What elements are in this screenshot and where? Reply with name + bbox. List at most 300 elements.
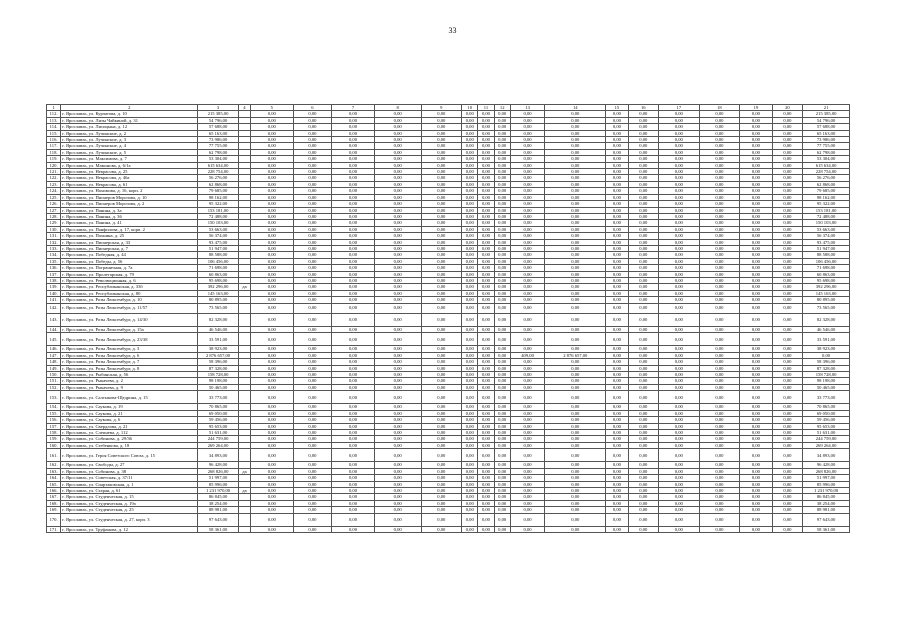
zero-cell: 0,00 [478, 481, 494, 487]
zero-cell: 0,00 [332, 468, 375, 474]
total-cost-cell: 269 264,00 [198, 442, 239, 448]
zero-cell: 0,00 [293, 410, 332, 416]
value-cell: 0,00 [510, 297, 545, 303]
column-number: 7 [332, 105, 375, 111]
zero-cell: 0,00 [462, 494, 478, 500]
zero-cell: 0,00 [659, 313, 700, 326]
zero-cell: 0,00 [251, 365, 294, 371]
zero-cell: 0,00 [374, 372, 421, 378]
zero-cell: 0,00 [374, 436, 421, 442]
zero-cell: 0,00 [374, 333, 421, 346]
zero-cell: 0,00 [478, 475, 494, 481]
address-cell: г. Ярославль, ул. Старая, д. 61 [61, 488, 198, 494]
total-cost-cell: 62 868,00 [198, 181, 239, 187]
zero-cell: 0,00 [699, 252, 740, 258]
zero-cell: 0,00 [462, 410, 478, 416]
address-cell: г. Ярославль, ул. Некрасова, д. 25 [61, 169, 198, 175]
result-cell: 244 759,00 [803, 436, 850, 442]
value-cell: 0,00 [510, 391, 545, 404]
zero-cell: 0,00 [251, 352, 294, 358]
address-cell: г. Ярославль, ул. Саукова, д. 21 [61, 410, 198, 416]
value-cell: 0,00 [510, 169, 545, 175]
zero-cell: 0,00 [374, 239, 421, 245]
zero-cell: 0,00 [659, 213, 700, 219]
zero-cell: 0,00 [421, 494, 462, 500]
zero-cell: 0,00 [332, 233, 375, 239]
result-cell: 38 923,00 [803, 346, 850, 352]
zero-cell: 0,00 [699, 404, 740, 410]
zero-cell: 0,00 [772, 252, 802, 258]
total-cost-cell: 215 385,00 [198, 111, 239, 117]
zero-cell: 0,00 [494, 352, 510, 358]
zero-cell: 0,00 [332, 258, 375, 264]
zero-cell: 0,00 [494, 207, 510, 213]
address-cell: г. Ярославль, ул. Лучинские, д. 2 [61, 130, 198, 136]
zero-cell: 0,00 [332, 220, 375, 226]
zero-cell: 0,00 [772, 442, 802, 448]
zero-cell: 0,00 [772, 213, 802, 219]
zero-cell: 0,00 [740, 258, 772, 264]
value-cell: 0,00 [510, 436, 545, 442]
zero-cell: 0,00 [699, 201, 740, 207]
zero-cell: 0,00 [494, 404, 510, 410]
zero-cell: 0,00 [659, 346, 700, 352]
address-cell: г. Ярославль, ул. Розы Люксембург, д. 3 [61, 346, 198, 352]
zero-cell: 0,00 [628, 303, 658, 313]
zero-cell: 0,00 [421, 365, 462, 371]
address-cell: г. Ярославль, ул. Рыбинская, д. 56 [61, 372, 198, 378]
address-cell: г. Ярославль, ул. Панина, д. 36 [61, 213, 198, 219]
zero-cell: 0,00 [628, 384, 658, 390]
column-number: 18 [699, 105, 740, 111]
zero-cell: 0,00 [494, 462, 510, 468]
result-cell: 57 688,00 [803, 124, 850, 130]
zero-cell: 0,00 [374, 220, 421, 226]
column-number: 8 [374, 105, 421, 111]
zero-cell: 0,00 [699, 462, 740, 468]
value-cell: 0,00 [545, 143, 606, 149]
zero-cell: 0,00 [293, 149, 332, 155]
value-cell: 0,00 [545, 410, 606, 416]
zero-cell: 0,00 [421, 326, 462, 332]
zero-cell: 0,00 [659, 226, 700, 232]
zero-cell: 0,00 [251, 169, 294, 175]
zero-cell: 0,00 [772, 245, 802, 251]
zero-cell: 0,00 [374, 481, 421, 487]
row-number: 133. [47, 245, 61, 251]
zero-cell: 0,00 [332, 326, 375, 332]
row-number: 144. [47, 326, 61, 332]
zero-cell: 0,00 [421, 117, 462, 123]
row-number: 145. [47, 333, 61, 346]
column-number: 10 [462, 105, 478, 111]
zero-cell: 0,00 [462, 404, 478, 410]
zero-cell: 0,00 [374, 352, 421, 358]
zero-cell: 0,00 [659, 372, 700, 378]
zero-cell: 0,00 [699, 277, 740, 283]
total-cost-cell: 95 322,00 [198, 201, 239, 207]
zero-cell: 0,00 [332, 513, 375, 526]
zero-cell: 0,00 [251, 384, 294, 390]
zero-cell: 0,00 [606, 290, 628, 296]
total-cost-cell: 71 698,00 [198, 265, 239, 271]
zero-cell: 0,00 [462, 384, 478, 390]
zero-cell: 0,00 [659, 149, 700, 155]
zero-cell: 0,00 [462, 239, 478, 245]
zero-cell: 0,00 [332, 156, 375, 162]
zero-cell: 0,00 [606, 352, 628, 358]
zero-cell: 0,00 [628, 430, 658, 436]
address-cell: г. Ярославль, ул. Пахнина, д. 25 [61, 233, 198, 239]
zero-cell: 0,00 [494, 188, 510, 194]
zero-cell: 0,00 [628, 500, 658, 506]
zero-cell: 0,00 [628, 436, 658, 442]
zero-cell: 0,00 [772, 378, 802, 384]
zero-cell: 0,00 [332, 372, 375, 378]
zero-cell: 0,00 [606, 130, 628, 136]
address-cell: г. Ярославль, ул. Республиканская, д. 33б [61, 284, 198, 290]
value-cell: 0,00 [545, 245, 606, 251]
zero-cell: 0,00 [293, 271, 332, 277]
zero-cell: 0,00 [628, 352, 658, 358]
zero-cell: 0,00 [606, 252, 628, 258]
zero-cell: 0,00 [772, 417, 802, 423]
zero-cell: 0,00 [374, 410, 421, 416]
column-number: 13 [510, 105, 545, 111]
address-cell: г. Ярославль, ул. Студенческая, д. 19а [61, 500, 198, 506]
zero-cell: 0,00 [628, 372, 658, 378]
zero-cell: 0,00 [659, 290, 700, 296]
result-cell: 95 322,00 [803, 201, 850, 207]
address-cell: г. Ярославль, ул. Розы Люксембург, д. 11/57 [61, 303, 198, 313]
zero-cell: 0,00 [478, 423, 494, 429]
zero-cell: 0,00 [251, 417, 294, 423]
zero-cell: 0,00 [251, 494, 294, 500]
value-cell: 0,00 [510, 284, 545, 290]
zero-cell: 0,00 [251, 468, 294, 474]
zero-cell: 0,00 [332, 265, 375, 271]
zero-cell: 0,00 [659, 513, 700, 526]
zero-cell: 0,00 [332, 384, 375, 390]
zero-cell: 0,00 [659, 481, 700, 487]
zero-cell: 0,00 [606, 410, 628, 416]
flag-cell [238, 526, 250, 532]
value-cell: 0,00 [545, 372, 606, 378]
column-number: 21 [803, 105, 850, 111]
zero-cell: 0,00 [462, 271, 478, 277]
zero-cell: 0,00 [251, 326, 294, 332]
zero-cell: 0,00 [251, 188, 294, 194]
result-cell: 269 264,00 [803, 442, 850, 448]
zero-cell: 0,00 [699, 359, 740, 365]
zero-cell: 0,00 [606, 226, 628, 232]
address-cell: г. Ярославль, ул. Пионеров Морозова, д. 2 [61, 201, 198, 207]
value-cell: 0,00 [510, 423, 545, 429]
zero-cell: 0,00 [772, 297, 802, 303]
value-cell: 0,00 [510, 313, 545, 326]
total-cost-cell: 62 798,00 [198, 149, 239, 155]
zero-cell: 0,00 [332, 188, 375, 194]
zero-cell: 0,00 [374, 265, 421, 271]
zero-cell: 0,00 [772, 468, 802, 474]
zero-cell: 0,00 [462, 277, 478, 283]
result-cell: 54 796,00 [803, 117, 850, 123]
zero-cell: 0,00 [740, 213, 772, 219]
row-number: 131. [47, 233, 61, 239]
address-cell: г. Ярославль, ул. Студенческая, д. 27, корп. 3 [61, 513, 198, 526]
zero-cell: 0,00 [462, 201, 478, 207]
zero-cell: 0,00 [740, 359, 772, 365]
zero-cell: 0,00 [421, 207, 462, 213]
zero-cell: 0,00 [293, 500, 332, 506]
zero-cell: 0,00 [494, 156, 510, 162]
zero-cell: 0,00 [772, 391, 802, 404]
value-cell: 0,00 [545, 156, 606, 162]
zero-cell: 0,00 [374, 346, 421, 352]
zero-cell: 0,00 [699, 303, 740, 313]
total-cost-cell: 106 456,00 [198, 258, 239, 264]
zero-cell: 0,00 [494, 213, 510, 219]
result-cell: 56 276,00 [803, 175, 850, 181]
zero-cell: 0,00 [494, 137, 510, 143]
value-cell: 0,00 [510, 207, 545, 213]
total-cost-cell: 38 254,00 [198, 500, 239, 506]
zero-cell: 0,00 [293, 239, 332, 245]
zero-cell: 0,00 [606, 194, 628, 200]
zero-cell: 0,00 [421, 475, 462, 481]
zero-cell: 0,00 [772, 313, 802, 326]
zero-cell: 0,00 [293, 488, 332, 494]
column-number: 3 [198, 105, 239, 111]
zero-cell: 0,00 [606, 333, 628, 346]
zero-cell: 0,00 [606, 137, 628, 143]
zero-cell: 0,00 [740, 239, 772, 245]
total-cost-cell: 88 981,00 [198, 507, 239, 513]
zero-cell: 0,00 [606, 313, 628, 326]
zero-cell: 0,00 [494, 290, 510, 296]
zero-cell: 0,00 [462, 430, 478, 436]
zero-cell: 0,00 [772, 500, 802, 506]
zero-cell: 0,00 [659, 526, 700, 532]
zero-cell: 0,00 [628, 181, 658, 187]
zero-cell: 0,00 [606, 220, 628, 226]
zero-cell: 0,00 [606, 239, 628, 245]
zero-cell: 0,00 [659, 507, 700, 513]
zero-cell: 0,00 [332, 169, 375, 175]
zero-cell: 0,00 [740, 488, 772, 494]
value-cell: 0,00 [545, 436, 606, 442]
zero-cell: 0,00 [421, 175, 462, 181]
zero-cell: 0,00 [699, 213, 740, 219]
zero-cell: 0,00 [251, 333, 294, 346]
zero-cell: 0,00 [374, 417, 421, 423]
value-cell: 0,00 [545, 391, 606, 404]
zero-cell: 0,00 [462, 417, 478, 423]
total-cost-cell: 93 475,00 [198, 239, 239, 245]
result-cell: 73 565,00 [803, 303, 850, 313]
zero-cell: 0,00 [293, 481, 332, 487]
zero-cell: 0,00 [293, 194, 332, 200]
zero-cell: 0,00 [332, 333, 375, 346]
result-cell: 106 456,00 [803, 258, 850, 264]
zero-cell: 0,00 [478, 449, 494, 462]
result-cell: 53 304,00 [803, 156, 850, 162]
zero-cell: 0,00 [462, 462, 478, 468]
zero-cell: 0,00 [293, 143, 332, 149]
row-number: 169. [47, 507, 61, 513]
zero-cell: 0,00 [251, 207, 294, 213]
total-cost-cell: 56 276,00 [198, 175, 239, 181]
zero-cell: 0,00 [293, 277, 332, 283]
zero-cell: 0,00 [462, 391, 478, 404]
result-cell: 86 845,00 [803, 494, 850, 500]
zero-cell: 0,00 [628, 507, 658, 513]
address-cell: г. Ярославль, ул. Лисицына, д. 12 [61, 124, 198, 130]
zero-cell: 0,00 [628, 175, 658, 181]
zero-cell: 0,00 [494, 333, 510, 346]
zero-cell: 0,00 [740, 233, 772, 239]
zero-cell: 0,00 [659, 417, 700, 423]
zero-cell: 0,00 [293, 352, 332, 358]
value-cell: 0,00 [545, 346, 606, 352]
zero-cell: 0,00 [462, 313, 478, 326]
zero-cell: 0,00 [494, 359, 510, 365]
zero-cell: 0,00 [332, 175, 375, 181]
address-cell: г. Ярославль, ул. Рыкачева, д. 2 [61, 378, 198, 384]
zero-cell: 0,00 [478, 124, 494, 130]
value-cell: 0,00 [545, 277, 606, 283]
zero-cell: 0,00 [251, 404, 294, 410]
zero-cell: 0,00 [606, 326, 628, 332]
total-cost-cell: 228 754,00 [198, 169, 239, 175]
zero-cell: 0,00 [772, 526, 802, 532]
zero-cell: 0,00 [659, 326, 700, 332]
zero-cell: 0,00 [462, 181, 478, 187]
address-cell: г. Ярославль, ул. Нахимова, д. 16, корп. 2 [61, 188, 198, 194]
address-cell: г. Ярославль, ул. Лучинские, д. 5 [61, 149, 198, 155]
total-cost-cell: 57 688,00 [198, 124, 239, 130]
zero-cell: 0,00 [659, 494, 700, 500]
zero-cell: 0,00 [659, 378, 700, 384]
zero-cell: 0,00 [699, 290, 740, 296]
zero-cell: 0,00 [699, 513, 740, 526]
zero-cell: 0,00 [421, 303, 462, 313]
result-cell: 96 428,00 [803, 462, 850, 468]
zero-cell: 0,00 [478, 175, 494, 181]
zero-cell: 0,00 [628, 137, 658, 143]
value-cell: 0,00 [545, 333, 606, 346]
zero-cell: 0,00 [251, 436, 294, 442]
zero-cell: 0,00 [606, 372, 628, 378]
result-cell: 79 685,00 [803, 188, 850, 194]
zero-cell: 0,00 [699, 117, 740, 123]
value-cell: 0,00 [545, 513, 606, 526]
zero-cell: 0,00 [606, 500, 628, 506]
row-number: 117. [47, 143, 61, 149]
zero-cell: 0,00 [374, 284, 421, 290]
value-cell: 0,00 [545, 359, 606, 365]
row-number: 121. [47, 169, 61, 175]
zero-cell: 0,00 [628, 526, 658, 532]
zero-cell: 0,00 [332, 277, 375, 283]
value-cell: 0,00 [545, 404, 606, 410]
zero-cell: 0,00 [740, 449, 772, 462]
zero-cell: 0,00 [659, 333, 700, 346]
zero-cell: 0,00 [659, 137, 700, 143]
address-cell: г. Ярославль, ул. Студенческая, д. 25 [61, 507, 198, 513]
zero-cell: 0,00 [374, 201, 421, 207]
zero-cell: 0,00 [421, 488, 462, 494]
zero-cell: 0,00 [374, 245, 421, 251]
zero-cell: 0,00 [478, 410, 494, 416]
zero-cell: 0,00 [332, 207, 375, 213]
zero-cell: 0,00 [740, 271, 772, 277]
zero-cell: 0,00 [293, 169, 332, 175]
zero-cell: 0,00 [478, 143, 494, 149]
zero-cell: 0,00 [478, 271, 494, 277]
address-cell: г. Ярославль, ул. Свердлова, д. 21 [61, 423, 198, 429]
zero-cell: 0,00 [293, 423, 332, 429]
zero-cell: 0,00 [374, 188, 421, 194]
zero-cell: 0,00 [606, 143, 628, 149]
zero-cell: 0,00 [332, 346, 375, 352]
zero-cell: 0,00 [251, 449, 294, 462]
result-cell: 85 996,00 [803, 481, 850, 487]
zero-cell: 0,00 [699, 313, 740, 326]
table-row [47, 513, 850, 526]
zero-cell: 0,00 [740, 468, 772, 474]
zero-cell: 0,00 [628, 378, 658, 384]
zero-cell: 0,00 [462, 352, 478, 358]
zero-cell: 0,00 [478, 181, 494, 187]
zero-cell: 0,00 [659, 130, 700, 136]
zero-cell: 0,00 [421, 169, 462, 175]
zero-cell: 0,00 [628, 297, 658, 303]
zero-cell: 0,00 [332, 162, 375, 168]
zero-cell: 0,00 [374, 449, 421, 462]
total-cost-cell: 59 456,00 [198, 417, 239, 423]
value-cell: 0,00 [545, 117, 606, 123]
zero-cell: 0,00 [772, 175, 802, 181]
zero-cell: 0,00 [699, 346, 740, 352]
address-cell: г. Ярославль, ул. Розы Люксембург, д. 8 [61, 365, 198, 371]
zero-cell: 0,00 [478, 149, 494, 155]
zero-cell: 0,00 [628, 226, 658, 232]
value-cell: 0,00 [545, 290, 606, 296]
zero-cell: 0,00 [494, 169, 510, 175]
zero-cell: 0,00 [293, 213, 332, 219]
zero-cell: 0,00 [478, 188, 494, 194]
zero-cell: 0,00 [740, 245, 772, 251]
zero-cell: 0,00 [772, 488, 802, 494]
zero-cell: 0,00 [740, 384, 772, 390]
zero-cell: 0,00 [494, 252, 510, 258]
zero-cell: 0,00 [659, 252, 700, 258]
zero-cell: 0,00 [494, 303, 510, 313]
zero-cell: 0,00 [374, 226, 421, 232]
zero-cell: 0,00 [478, 507, 494, 513]
zero-cell: 0,00 [606, 111, 628, 117]
zero-cell: 0,00 [293, 245, 332, 251]
zero-cell: 0,00 [772, 513, 802, 526]
zero-cell: 0,00 [462, 468, 478, 474]
result-cell: 153 181,00 [803, 207, 850, 213]
total-cost-cell: 51 947,00 [198, 245, 239, 251]
zero-cell: 0,00 [628, 333, 658, 346]
zero-cell: 0,00 [494, 365, 510, 371]
value-cell: 0,00 [510, 258, 545, 264]
zero-cell: 0,00 [740, 526, 772, 532]
